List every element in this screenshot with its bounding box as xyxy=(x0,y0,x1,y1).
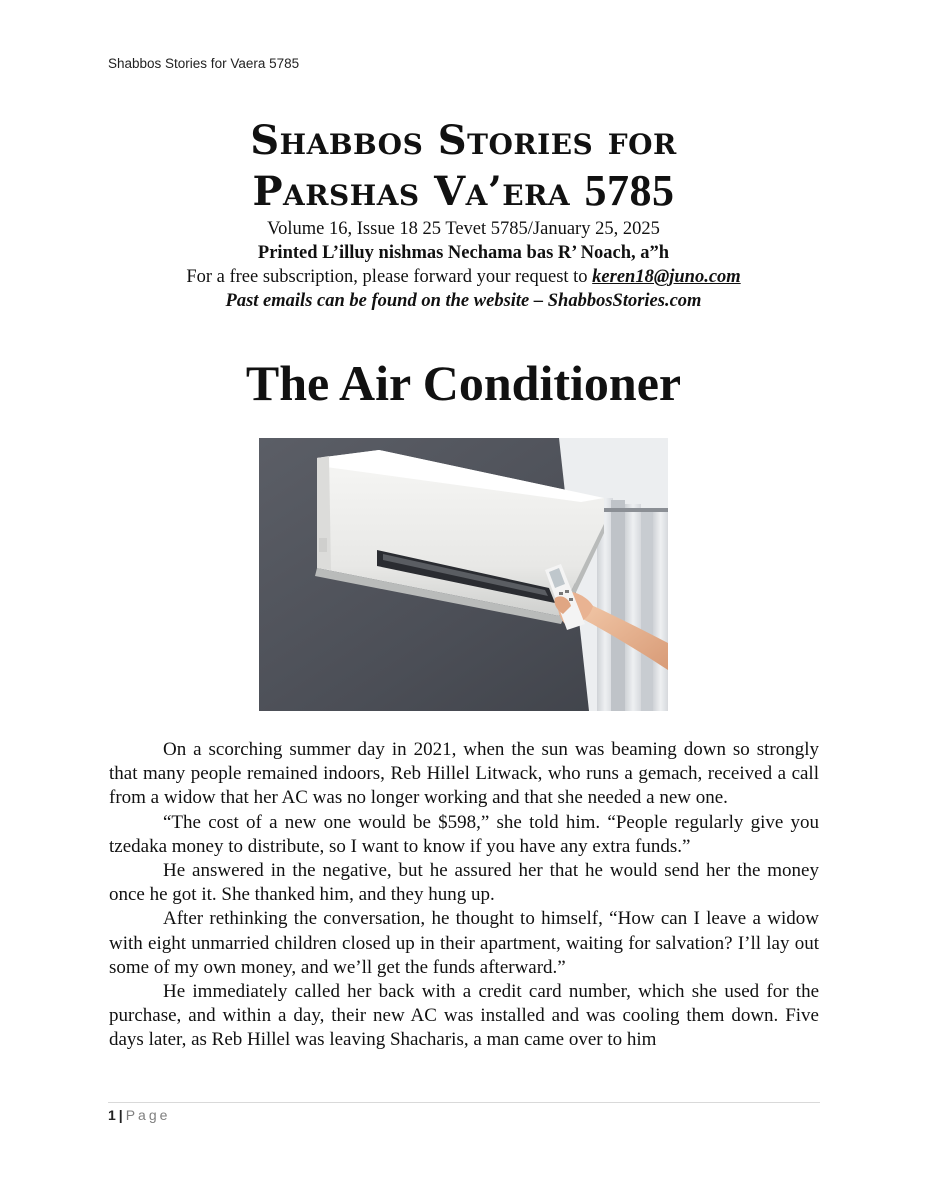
curtain-shape xyxy=(593,498,668,711)
footer-divider xyxy=(108,1102,820,1103)
air-conditioner-photo xyxy=(259,438,668,711)
title-year: 5785 xyxy=(584,166,675,215)
subscription-text: For a free subscription, please forward your request to xyxy=(186,267,593,287)
page-footer xyxy=(108,1107,170,1123)
masthead xyxy=(0,116,927,313)
story-paragraph: He answered in the negative, but he assured her that he would send her the money once he got it. She thanked him, and they hung up. xyxy=(109,860,819,906)
dedication-line: Printed L’illuy nishmas Nechama bas R’ Noach, a”h xyxy=(257,243,670,263)
subscription-email-link[interactable]: keren18@juno.com xyxy=(592,267,741,287)
story-paragraph: “The cost of a new one would be $598,” she told him. “People regularly give you tzedaka money to distribute, so I want to know if you have any extra funds.” xyxy=(109,811,819,857)
subscription-line xyxy=(0,265,927,289)
parsha-name: Parshas Va’era xyxy=(252,168,571,215)
newsletter-title-line-1: Shabbos Stories for xyxy=(250,117,677,164)
page-label: Page xyxy=(125,1107,171,1123)
story-title: The Air Conditioner xyxy=(245,355,682,411)
story-paragraph: On a scorching summer day in 2021, when the sun was beaming down so strongly that many people remained indoors, Reb Hillel Litwack, who runs a gemach, received a call from a widow that her AC was no longer working and that she needed a new one. xyxy=(109,739,819,809)
story-body xyxy=(109,738,819,1053)
newsletter-title-line-2 xyxy=(0,166,927,217)
footer-separator: | xyxy=(118,1107,123,1123)
running-header: Shabbos Stories for Vaera 5785 xyxy=(108,56,300,71)
story-paragraph: He immediately called her back with a credit card number, which she used for the purchase, and within a day, their new AC was installed and was cooling them down. Five days later, as Reb Hillel was leaving Shacharis, a man came over to him xyxy=(109,981,819,1051)
website-line: Past emails can be found on the website – ShabbosStories.com xyxy=(225,291,702,311)
volume-line: Volume 16, Issue 18 25 Tevet 5785/January 25, 2025 xyxy=(267,219,660,239)
story-paragraph: After rethinking the conversation, he thought to himself, “How can I leave a widow with eight unmarried children closed up in their apartment, waiting for salvation? I’ll lay out some of my own money, and we’ll get the funds afterward.” xyxy=(109,908,819,978)
page-number: 1 xyxy=(108,1107,116,1123)
